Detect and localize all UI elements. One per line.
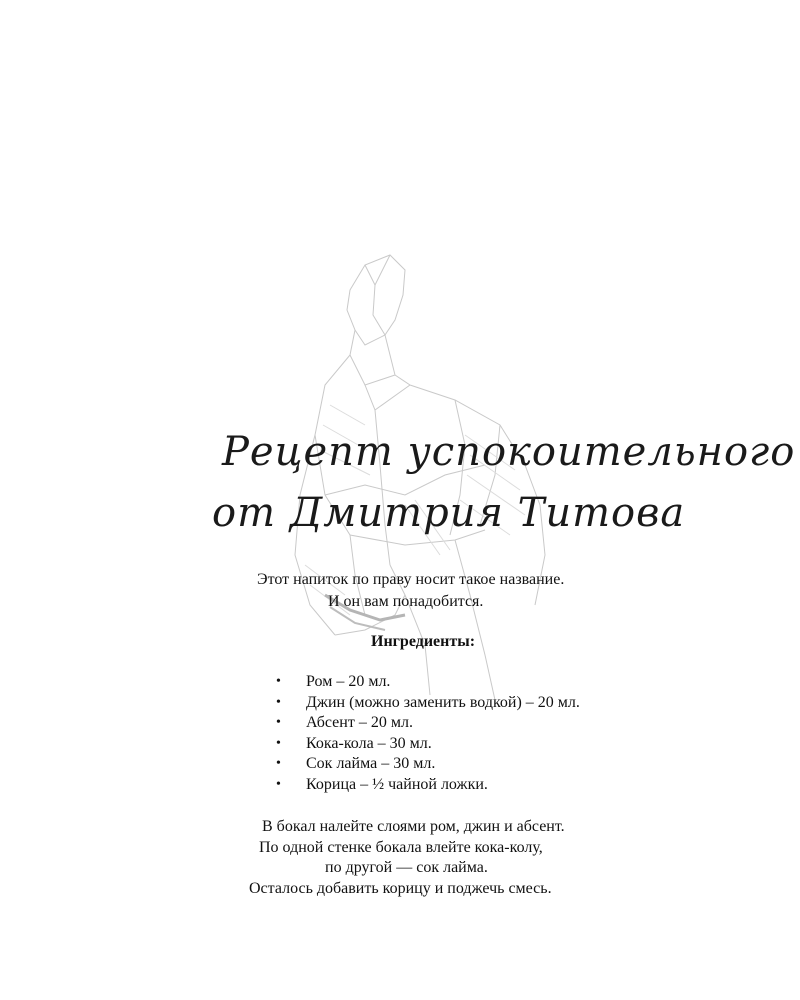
ingredient-text: Корица – ½ чайной ложки. — [306, 775, 488, 793]
ingredient-text: Сок лайма – 30 мл. — [306, 755, 436, 773]
intro-line-2: И он вам понадобится. — [328, 593, 484, 610]
title-line-1: Рецепт успокоительного — [222, 429, 796, 475]
bullet-icon: • — [276, 715, 281, 731]
bullet-icon: • — [276, 694, 281, 710]
intro-line-1: Этот напиток по праву носит такое название. — [257, 571, 565, 588]
bullet-icon: • — [276, 776, 281, 792]
instructions-line-3: по другой — сок лайма. — [325, 859, 488, 876]
ingredients-heading: Ингредиенты: — [371, 633, 476, 650]
title-line-2: от Дмитрия Титова — [212, 490, 686, 536]
ingredient-text: Ром – 20 мл. — [306, 673, 391, 690]
instructions-line-1: В бокал налейте слоями ром, джин и абсент. — [262, 818, 565, 835]
instructions-line-4: Осталось добавить корицу и поджечь смесь. — [249, 880, 552, 897]
ingredient-text: Кока-кола – 30 мл. — [306, 734, 432, 752]
ingredient-text: Абсент – 20 мл. — [306, 714, 413, 732]
instructions-line-2: По одной стенке бокала влейте кока-колу, — [259, 839, 543, 856]
ingredient-text: Джин (можно заменить водкой) – 20 мл. — [306, 693, 580, 711]
bullet-icon: • — [276, 735, 281, 751]
bullet-icon: • — [276, 756, 281, 772]
bullet-icon: • — [276, 674, 281, 689]
